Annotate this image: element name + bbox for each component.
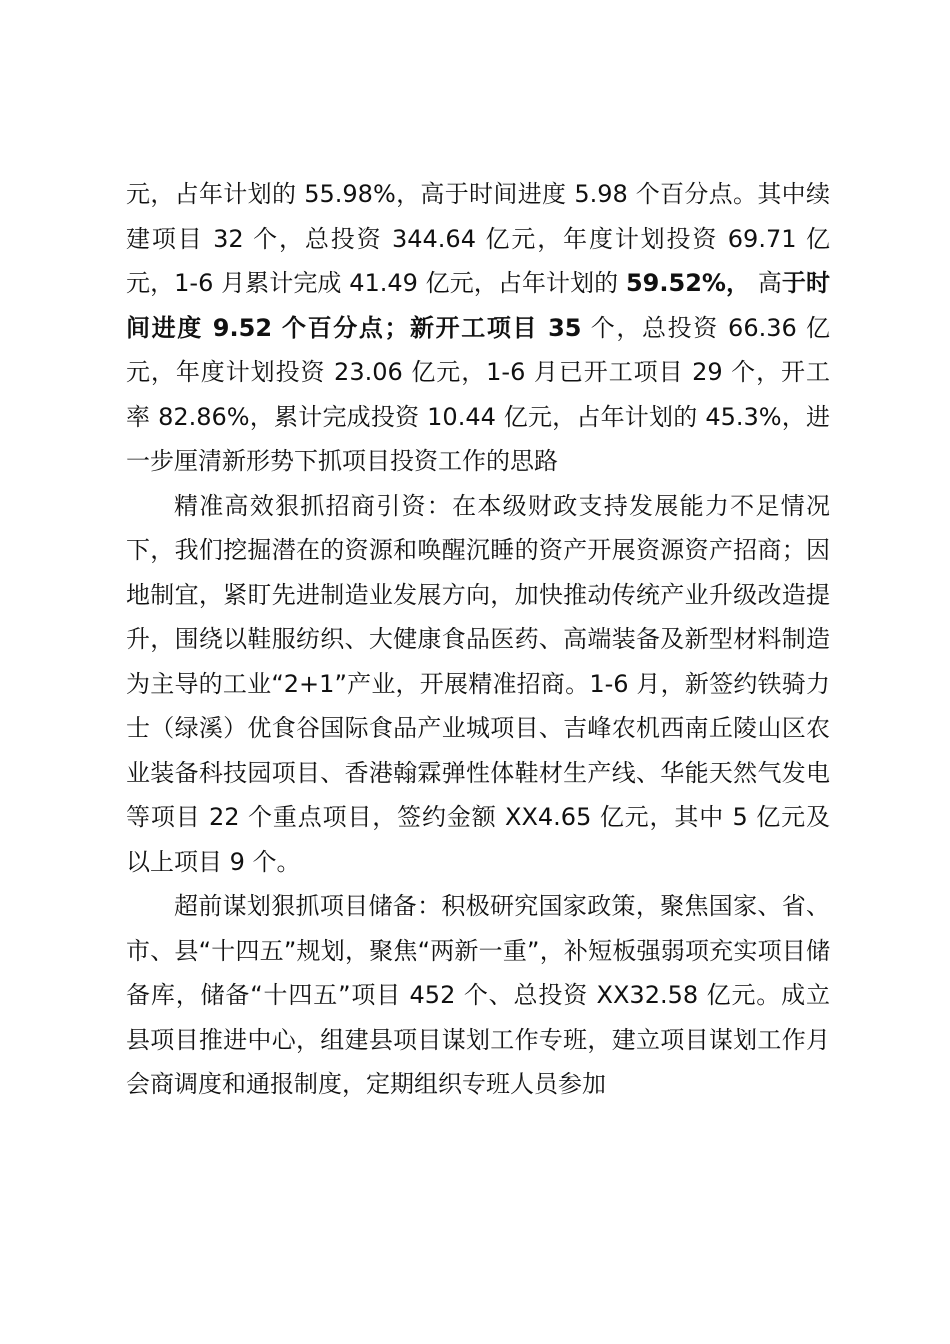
paragraph-1-text-a: 元，占年计划的 55.98%，高于时间进度 5.98 个百分点。其中续建项目 32 个，总投资 344.64 亿元，年度计划投资 69.71 亿元，1-6 月累计完成 41.49 亿元，占年计划的 — [126, 180, 830, 297]
paragraph-1-bold-b: 于时间进度 9.52 个百分点；新开工项目 35 — [126, 269, 830, 342]
paragraph-investment-attraction: 精准高效狠抓招商引资：在本级财政支持发展能力不足情况下，我们挖掘潜在的资源和唤醒沉睡的资产开展资源资产招商；因地制宜，紧盯先进制造业发展方向，加快推动传统产业升级改造提升，围绕以鞋服纺织、大健康食品医药、高端装备及新型材料制造为主导的工业“2+1”产业，开展精准招商。1-6 月，新签约铁骑力士（绿溪）优食谷国际食品产业城项目、吉峰农机西南丘陵山区农业装备科技园项目、香港翰霖弹性体鞋材生产线、华能天然气发电等项目 22 个重点项目，签约金额 XX4.65 亿元，其中 5 亿元及以上项目 9 个。 — [126, 491, 830, 876]
document-page — [126, 172, 830, 1107]
paragraph-1-bold-a: 59.52%， — [625, 269, 751, 297]
paragraph-1-text-c: 个，总投资 66.36 亿元，年度计划投资 23.06 亿元，1-6 月已开工项目 29 个，开工率 82.86%，累计完成投资 10.44 亿元，占年计划的 45.3%，进一步厘清新形势下抓项目投资工作的思路 — [126, 313, 830, 475]
paragraph-project-reserve: 超前谋划狠抓项目储备：积极研究国家政策，聚焦国家、省、市、县“十四五”规划，聚焦“两新一重”，补短板强弱项充实项目储备库，储备“十四五”项目 452 个、总投资 XX32.58 亿元。成立县项目推进中心，组建县项目谋划工作专班，建立项目谋划工作月会商调度和通报制度，定期组织专班人员参加 — [126, 892, 830, 1098]
paragraph-investment-progress — [126, 172, 830, 484]
paragraph-1-text-b: 高 — [750, 269, 782, 297]
